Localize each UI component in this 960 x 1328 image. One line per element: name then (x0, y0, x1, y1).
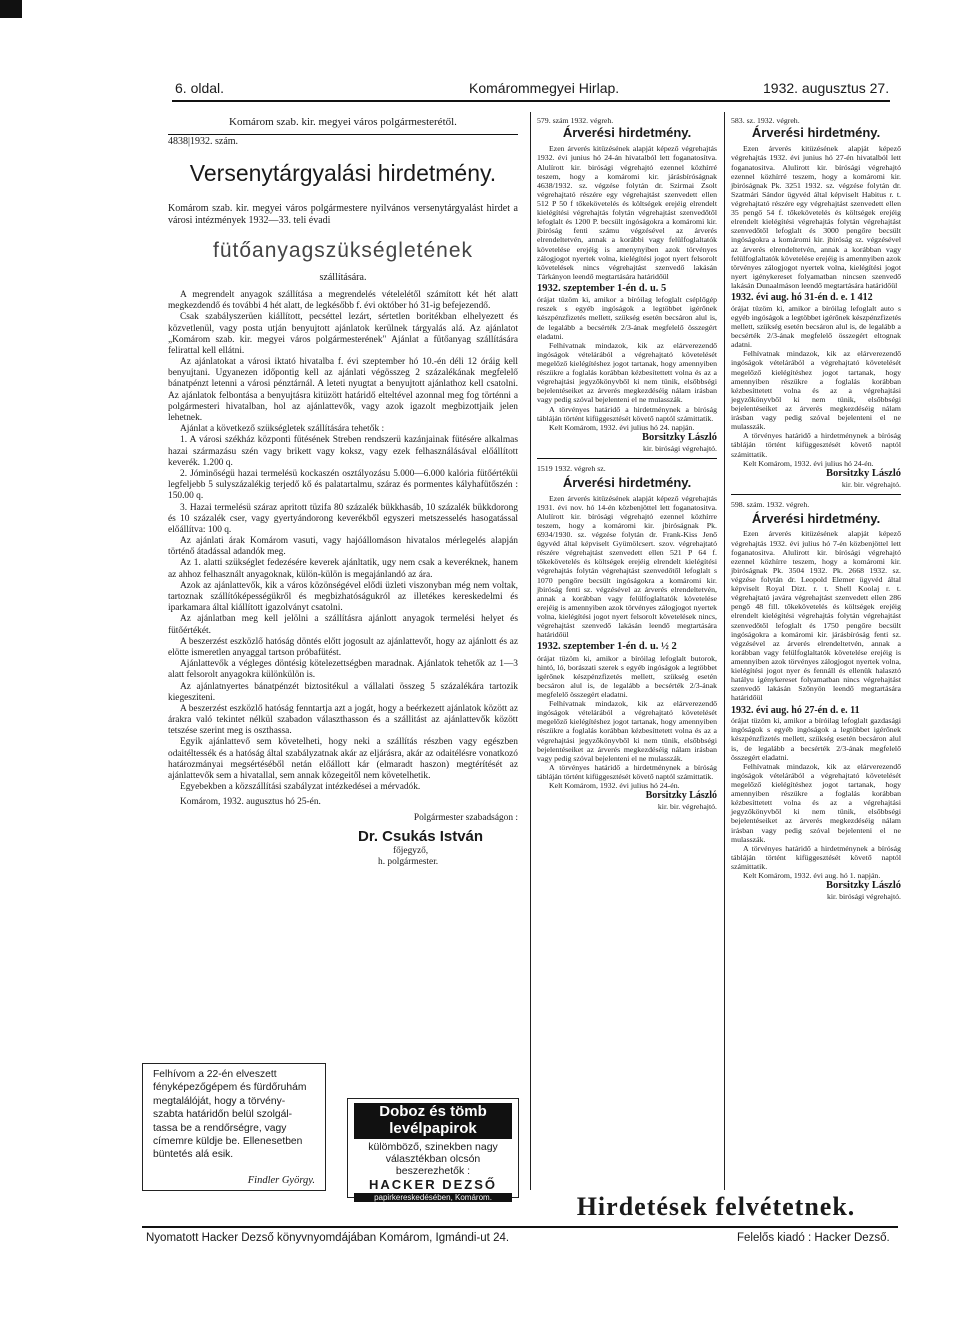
body-paragraph: A beszerzést eszközlő hatóság döntés előtt jogosult az ajánlattevőt, hogy az ajánlott és az elötte ismeretlen anyaggal tartson próbafütést. (168, 636, 518, 658)
signer-name: Dr. Csukás István (358, 827, 484, 845)
body-paragraph: Az ajánlati árak Komárom vasuti, vagy hajóállomáson hivatalos mérlegelés alapján történő átadással adandók meg. (168, 536, 518, 558)
column-divider (530, 112, 531, 1190)
auction-signer: Borsitzky László (642, 431, 717, 443)
publisher-line: Felelős kiadó : Hacker Dezső. (737, 1232, 890, 1244)
lost-line: tassa be a rendőrségre, vagy (153, 1122, 287, 1134)
auction-number: 583. sz. 1932. végreh. (731, 116, 800, 125)
auction-column-3 (537, 116, 717, 811)
auction-column-4 (731, 116, 901, 902)
place-date: Komárom, 1932. augusztus hó 25-én. (180, 797, 321, 808)
signer-role-2: h. polgármester. (378, 856, 439, 867)
auction-text: órájat tüzöm ki, amikor a bíróilag lefoglalt gazdasági ingóságok s egyéb ingóságok a legtöbbet igérőnek készpénzfizetés mellett, szükség esetén becsáron alul is, de legalább a becsérték 2/3-ának megfelelő összegért eladatni. (731, 716, 901, 762)
body-paragraph: Ajánlattevők a végleges döntésig kötelezettségben maradnak. Ajánlatok tehetők az 1—3 alatt felsorolt anyagokra különkülön is. (168, 659, 518, 681)
auction-date: 1932. szeptember 1-én d. u. 5 (537, 282, 667, 294)
body-paragraph: Az ajánlatokat a városi iktató hivatalba f. évi szeptember hó 10.-én déli 12 óráig kell benyujtani. Ugyanezen időpontig kell az ajánlati végösszeg 2 százalékának megfelelő bánatpénzt letenni a városi pénztárnál. A leteti nyugtat a benyujtott ajánlathoz kell csatolni. Az ajánlatok felbontása a benyujtásra kitüzött határidő elteltével azonnal meg fog történni a polgármesteri hivatalban, hol az ajánlattevők, vagy azok igazolt megbizottjaik jelen lehetnek. (168, 357, 518, 424)
body-paragraph: Azok az ajánlattevők, kik a város közönségével elődi üzleti viszonyban még nem voltak, tartoznak szállítóképességükről és megbizhatóságukról az illetékes kereskedelmi és iparkamara által kiállított igazolványt csatolni. (168, 580, 518, 614)
body-paragraph: Az ajánlatnyertes bánatpénzét biztositékul a vállalati összeg 5 százalékára tartozik kiegesziteni. (168, 681, 518, 703)
lost-line: Felhívom a 22-én elveszett (153, 1069, 277, 1080)
column-divider (724, 112, 725, 1190)
auction-text: órájat tüzöm ki, amikor a bíróilag lefoglalt butorok, hintó, ló, borászati szerek s egyéb ingóságok a legtöbbet igérőnek készpénzfizetés mellett, szükség esetén becsáron alul is, de legalább a becsérték 2/3-ának megfelelő összegért eladatni. (537, 653, 717, 700)
auction-text: Felhívatnak mindazok, kik az elárverezendő ingóságok vételárából a végrehajtató követelését megelőző kielégítéshez jogot tartanak, hogy amennyiben részükre a foglalás korábban kézbesíttetett volna és az a végrehajtási jegyzőkönyvből ki nem tünik, elsőbbségi bejelentéseiket az árverés megkezdéséig nálam irásban vagy pedig szóval bejelenteni el ne mulasszák. (731, 349, 901, 432)
body-paragraph: Egyik ajánlattevő sem követelheti, hogy neki a szállítás részben vagy egészben odaitéltessék és a hatóság által szabályzatnak akár az eljárásra, akár az odaitélésre vonatkozó határozmányai megsértéséből netán előállott kár (elmaradt haszon) megtérítését az ajánlattevők sem a hivatallal, sem annak közegeitől nem követelhetik. (168, 737, 518, 782)
auction-place: Kelt Komárom, 1932. évi julius hó 24-én. (549, 781, 680, 791)
header-rule (172, 100, 890, 102)
auction-text: Ezen árverés kitüzésének alapját képező végrehajtás 1932. évi junius hó 27-én hivatalból lett foganatositva. Alulirott kir. bírósági végrehajtó ezennel közhírré teszem, hogy a komáromi kir. jbiróságnak Pk. 3251 1932. sz. végzése folytán dr. Szatmári Sándor ügyvéd által képviselt Habitus r. t. végrehajtató részére egy végrehajtást szenvedett ellen 35 pengő 54 f. tőkekövetelés és költségek erejéig elrendelt kielégítési végrehajtás folytán végrehajtást szenvedőtől lefoglalt és 3000 pengőre becsült ingóságokra a komáromi kir. jbiróság sz. végzésével az árverés elrendeltetvén, annak a korábban vagy felülfoglaltatók követelése erejéig is amennyiben azok törvényes zálogjogot nyertek volna, kielégítési jogot nyert igénykereset folyamatban nincsen szenvedő lakásán Dunaalmáson leendő megtartására határidőül (731, 144, 901, 290)
scan-corner-mark (0, 0, 22, 18)
page-header (175, 80, 890, 102)
body-paragraph: Ajánlat a következő szükségletek szállítására tehetők : (180, 424, 385, 435)
auction-text: Felhívatnak mindazok, kik az elárverezendő ingóságok vételárából a végrehajtató követelését megelőző kielégítéshez jogot tartanak, hogy amennyiben részükre a foglalás korábban kézbesíttetett volna és az a végrehajtási jegyzőkönyvből ki nem tünik, elsőbbségi bejelentéseiket az árverés megkezdéséig nálam irásban vagy pedig szóval bejelenteni el ne mulasszák. (731, 761, 901, 844)
lost-line: fényképezőgépem és fürdőruhám (153, 1082, 307, 1094)
main-notice (168, 116, 518, 868)
auction-title: Árverési hirdetmény. (751, 511, 881, 527)
absence-note: Polgármester szabadságon : (413, 812, 518, 823)
ad-line-2: választékban olcsón (385, 1152, 481, 1165)
ad-line-1: külömböző, szinekben nagy (368, 1140, 498, 1153)
signer-role-1: főjegyző, (393, 845, 429, 856)
lost-item-text (153, 1068, 319, 1162)
ad-shop-line: papirkereskedésében, Komárom. (354, 1193, 512, 1202)
notice-intro: Komárom szab. kir. megyei város polgármestere nyilvános versenytárgyalást hirdet a városi intézmények 1932—33. teli évadi (168, 203, 518, 227)
auction-text: A törvényes határidő a hirdetménynek a bíróság tábláján történt kifüggesztését követő naptól számittatik. (537, 404, 717, 423)
auction-place: Kelt Komárom, 1932. évi julius hó 24. napján. (549, 422, 695, 432)
auction-text: A törvényes határidő a hirdetménynek a bíróság tábláján történt kifüggesztését követő naptól számittatik. (731, 431, 901, 459)
auction-title: Árverési hirdetmény. (562, 125, 692, 141)
newspaper-name: Komárommegyei Hirlap. (469, 80, 620, 96)
auction-text: Felhívatnak mindazok, kik az elárverezendő ingóságok vételárából a végrehajtató követelését megelőző kielégítéshez jogot tartanak, hogy amennyiben részükre a foglalás korábban kézbesíttetett volna és az a végrehajtási jegyzőkönyvből ki nem tünik, elsőbbségi bejelentéseiket az árverés megkezdéséig nálam irásban vagy pedig szóval bejelenteni el ne mulasszák. (537, 699, 717, 763)
lost-line: büntetés alá esik. (153, 1149, 234, 1161)
body-paragraph: Egyebekben a közszállítási szabályzat intézkedései a mérvadók. (180, 782, 421, 793)
auction-signer-role: kir. birósági végrehajtó. (826, 892, 901, 902)
auction-rule (731, 494, 901, 495)
body-paragraph: A megrendelt anyagok szállítása a megrendelés vételelétől számított két hét alatt megkezdendő és további 4 hét alatt, de legkésőbb f. évi október hó 31-ig befejezendő. (168, 289, 518, 312)
notice-subject: fütőanyagszükségletének (213, 239, 473, 263)
issue-date: 1932. augusztus 27. (763, 80, 890, 96)
auction-title: Árverési hirdetmény. (751, 125, 881, 141)
auction-place: Kelt Komárom, 1932. évi aug. hó 1. napján. (743, 871, 881, 881)
body-paragraph: Csak szabályszerüen kiállított, pecséttel lezárt, sértetlen boritékban elhelyezett és közvetlenül, vagy posta utján benyujtott ajánlatok kerülnek tárgyalás alá. Az ajánlatot „Komárom szab. kir. megyei város polgármesterének" Ajánlat a fütőanyag szállítására felirattal kell ellátni. (168, 312, 518, 356)
auction-place: Kelt Komárom, 1932. évi julius hó 24-én. (743, 458, 874, 468)
ad-line-3: beszerezhetők : (395, 1164, 471, 1177)
page-number: 6. oldal. (175, 80, 225, 96)
lost-line: megtalálóját, hogy a törvény- (153, 1095, 286, 1107)
auction-signer-role: kir. birósági végrehajtó. (642, 444, 717, 454)
auction-text: A törvényes határidő a hirdetménynek a bíróság tábláján történt kifüggesztését követő naptól számittatik. (537, 762, 717, 782)
lost-item-signer: Findler György. (247, 1175, 315, 1186)
auction-signer: Borsitzky László (826, 467, 901, 479)
footer-rule (142, 1226, 898, 1228)
auction-number: 579. szám 1932. végreh. (537, 116, 614, 125)
lost-line: szabta határidőn belül szolgál- (153, 1109, 293, 1121)
body-paragraph: Az ajánlatban meg kell jelölni a szállításra ajánlott anyagok termelési helyet és fütőértékét. (168, 614, 518, 636)
body-paragraph: 1. A városi székház központi fütésének Streben rendszerü kazánjainak fütésére alkalmas hazai származásu szén vagy brikett vagy koksz, vagy ezek felhasználásával előállított keverék. 1.200 q. (168, 435, 518, 468)
issuer-rule (168, 134, 518, 135)
auction-signer-role: kir. bir. végrehajtó. (841, 480, 901, 489)
notice-body (168, 290, 518, 793)
auction-signer: Borsitzky László (826, 880, 901, 892)
auction-text: órájat tüzöm ki, amikor a bíróilag lefoglalt auto s egyéb ingóságok a legtöbbet igérőnek készpénzfizetés mellett, szükség esetén becsáron alul is, de legalább a becsérték 2/3-ának megfelelő összegért eltognak adatni. (731, 303, 901, 350)
notice-issuer: Komárom szab. kir. megyei város polgármesterétől. (229, 116, 457, 128)
auction-signer: Borsitzky László (645, 790, 717, 802)
body-paragraph: Az 1. alatti szükséglet fedezésére keverek ajánltatik, ugy nem csak a keveréknek, hanem az ahhoz felhasznált anyagoknak, külön-külön is megajánlandó az ára. (168, 558, 518, 580)
body-paragraph: 2. Jóminőségü hazai termelésü kockaszén osztályozásu 5.000—6.000 kalória fütőértéküi legfeljebb 5 sulyszázalékig terjedő kő és palatartalmu, száraz és pormentes kályhafütőszén : 150.00 q. (168, 468, 518, 502)
auction-title: Árverési hirdetmény. (562, 475, 692, 491)
ad-title: Doboz és tömb levélpapirok (354, 1103, 512, 1139)
notice-title: Versenytárgyalási hirdetmény. (189, 159, 497, 186)
auction-number: 598. szám. 1932. végreh. (731, 500, 810, 510)
auction-signer-role: kir. bir. végrehajtó. (657, 801, 717, 811)
auction-date: 1932. évi aug. hó 27-én d. e. 11 (731, 704, 860, 716)
notice-subject-2: szállítására. (319, 272, 367, 284)
body-paragraph: A beszerzést eszközlő hatóság fenntartja azt a jogát, hogy a beérkezett ajánlatok között az árakra való tekintet nélkül szabadon választhasson és a szállitást az ajánlattevők között tetszése szerint meg is oszthassa. (168, 703, 518, 737)
printer-line: Nyomatott Hacker Dezső könyvnyomdájában Komárom, Igmándi-ut 24. (146, 1232, 510, 1244)
auction-text: Ezen árverés kitüzésének alapját képező végrehajtás 1932. évi julius hó 7-én közbenjöttel lett foganatositva. Alulirott kir. bírósági végrehajtó ezennel közhírre teszem, hogy a komáromi kir. jbiróságnak Pk. 3504 1932. Pk. 2668 1932. sz. végzése folytán dr. Leopold Elemer ügyvéd által képviselt Royal Dizt. r. t. Shell Koolaj r. t. végrehajtató javára végrehajtást szenvedett ellen 286 pengő 48 fill. tőkekövetelés és költségek erejéig elrendelt kielégítési végrehajtás folytán végrehajtást szenvedőtől lefoglalt és 1750 pengőre becsült ingóságokra a komáromi kir. járásbíróság fenti sz. végzésével az árverés elrendeltetvén, annak a korábban vagy felülfoglaltatók követelése erejéig is amennyiben azok törvényes zálogjogot nyertek volna, kielégítési jogot nyer és fennáll és ellenük halasztó hatályu igénykereset folyamatban nincs végrehajtást szenvedő lakásán Szőnyön leendő megtartására határidőül (731, 529, 901, 703)
auction-text: Ezen árverés kitüzésének alapját képező végrehajtás 1931. évi nov. hó 14-én közbenjöttel lett foganatositva. Alulírott kir. bírósági végrehajtó ezennel közhírre teszem, hogy a komáromi kir. jbiróságnak Pk. 6934/1930. sz. végzése folytán dr. Frank-Kiss Jenő ügyvéd által képviselt Gyümölcsert. szov. végrehajtató részére végrehajtást szenvedett ellen 521 P 64 f. tőkekövetelés és költségek erejéig elrendelt kielégítési végrehajtás folytán végrehajtást szenvedőtől lefoglalt s 1070 pengőre becsült ingóságokra a komáromi kir. jbiróság fenti sz. végzésével az árverés elrendeltetvén, annak a korábban vagy felülfoglaltatók követelése erejéig is amennyiben azok törvényes zálogjogot nyertek volna, kielégítési jogot nyert felsorolt követelések nincs, végrehajtást szenvedő lakásán leendő megtartására határidőül (537, 493, 717, 640)
ad-company-name: HACKER DEZSŐ (368, 1176, 497, 1192)
body-paragraph: 3. Hazai termelésü száraz apritott tüzifa 80 százalék bükkhasáb, 10 százalék bükkdorong és 10 százalék cser, vagy gyertyándorong keverékből egyszeri metszesselés hasogatással előállítva: 100 q. (168, 502, 518, 535)
auction-text: A törvényes határidő a hirdetménynek a bíróság tábláján történt kifüggesztését követő naptól számittatik. (731, 843, 901, 871)
auction-rule (537, 458, 717, 459)
auction-date: 1932. szeptember 1-én d. u. ½ 2 (537, 641, 677, 653)
auction-text: Felhívatnak mindazok, kik az elárverezendő ingóságok vételárából a végrehajtató követelését megelőző kielégítéshez jogot tartanak, hogy amennyiben részükre a foglalás korábban kézbesítettett volna és az a végrehajtási jegyzőkönyvből ki nem tünik, elsőbbségi bejelentéseiket az árverés megkezdéséig nálam irásban vagy pedig szóval bejelenteni el ne mulasszák. (537, 340, 717, 405)
lost-line: címemre küldje be. Ellenesetben (153, 1135, 303, 1147)
auction-number: 1519 1932. végreh sz. (537, 464, 606, 474)
auction-date: 1932. évi aug. hó 31-én d. e. 1 412 (731, 292, 873, 304)
hacker-stationery-ad (347, 1098, 519, 1202)
notice-number: 4838|1932. szám. (168, 136, 239, 148)
auction-text: órájat tüzöm ki, amikor a bíróilag lefoglalt cséplőgép reszek s egyéb ingóságok a legtöbbet igérőnek készpénzfizetés mellett, szükség esetén becsáron alul is, de legalább a becsérték 2/3-ának megfelelő összegért eladatni. (537, 295, 717, 341)
auction-text: Ezen árverés kitüzésének alapját képező végrehajtás 1932. évi junius hó 24-án hivatalból lett foganatosítva. Alulírott kir. birósági végrehajtó ezennel közhírré teszem, hogy a komáromi kir. járásbíróságnak 4638/1932. sz. végzése folytán dr. Szirmai Zsolt végrehajtató részére egy végrehajtást szenvedett ellen 512 P 50 f tőkekövetelés és költségek erejéig elrendelt kielégítési végrehajtás folytán végrehajtást szenvedőtől lefoglalt és 1200 P. becsült ingóságokra a komáromi kir. jbiróság fenti számu végzésével az árverés elrendeltetvén, annak a korábbi vagy felülfoglaltatók követelése erejéig is amenynyiben azok törvényes zálogjogot nyertek volna, kielégítési jogot nyert felsorolt követelések nincs végrehajtást szenvedő lakásán Tárkányon leendő megtartására határidőül (537, 144, 717, 281)
lost-item-ad (142, 1063, 326, 1191)
ads-accepted-banner: Hirdetések felvétetnek. (576, 1192, 856, 1221)
